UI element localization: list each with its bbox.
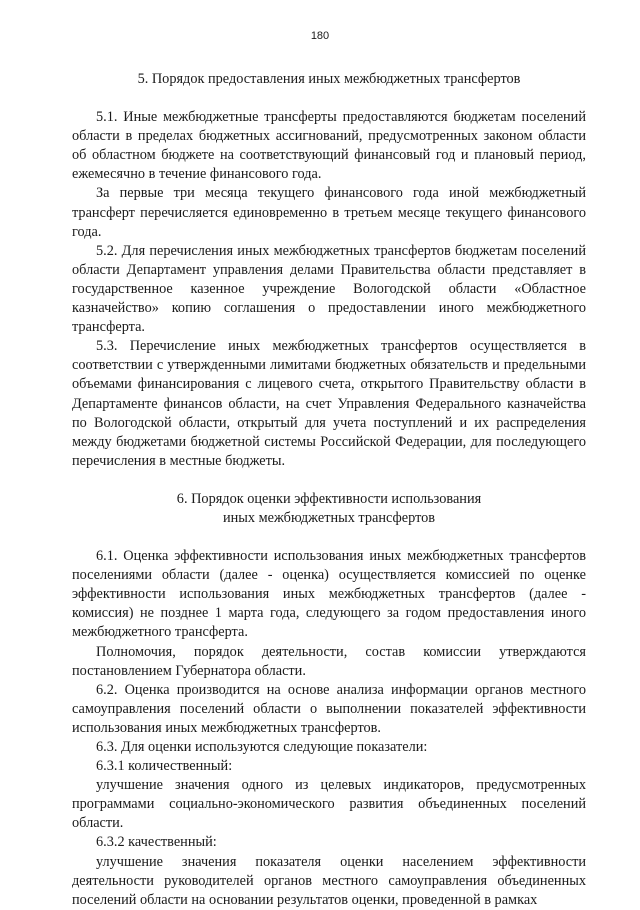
paragraph-5-3: 5.3. Перечисление иных межбюджетных трансфертов осуществляется в соответствии с утвержденными лимитами бюджетных обязательств и предельными объемами финансирования с лицевого счета, открытого Правительству области в Департаменте финансов области, на счет Управления Федерального казначейства по Вологодской области, открытый для учета поступлений и их распределения между бюджетами бюджетной системы Российской Федерации, для последующего перечисления в местные бюджеты. xyxy=(72,338,586,469)
document-body xyxy=(72,70,586,910)
paragraph-6-2: 6.2. Оценка производится на основе анализа информации органов местного самоуправления поселений области о выполнении показателей эффективности использования иных межбюджетных трансфертов. xyxy=(72,681,586,736)
paragraph-5-1: 5.1. Иные межбюджетные трансферты предоставляются бюджетам поселений области в пределах бюджетных ассигнований, предусмотренных законом области об областном бюджете на соответствующий финансовый год и плановый период, ежемесячно в течение финансового года. xyxy=(72,109,586,183)
paragraph-5-1-cont: За первые три месяца текущего финансового года иной межбюджетный трансферт перечисляется единовременно в третьем месяце текущего финансового года. xyxy=(72,185,586,240)
page-number: 180 xyxy=(310,30,330,42)
section-5-title: 5. Порядок предоставления иных межбюджетных трансфертов xyxy=(137,71,521,87)
paragraph-6-1-cont: Полномочия, порядок деятельности, состав комиссии утверждаются постановлением Губернатора области. xyxy=(72,643,586,679)
paragraph-5-2: 5.2. Для перечисления иных межбюджетных трансфертов бюджетам поселений области Департамент управления делами Правительства области представляет в государственное казенное учреждение Вологодской области «Областное казначейство» копию соглашения о предоставлении иного межбюджетного трансферта. xyxy=(72,242,586,336)
paragraph-6-3-1: 6.3.1 количественный: xyxy=(96,758,233,775)
paragraph-6-3-1-text: улучшение значения одного из целевых индикаторов, предусмотренных программами социально-экономического развития объединенных поселений области. xyxy=(72,777,586,832)
section-6-title xyxy=(72,490,586,528)
paragraph-6-1: 6.1. Оценка эффективности использования иных межбюджетных трансфертов поселениями области (далее - оценка) осуществляется комиссией по оценке эффективности использования иных межбюджетных трансфертов (далее - комиссия) не позднее 1 марта года, следующего за годом предоставления иного межбюджетного трансферта. xyxy=(72,548,586,641)
section-6-title-line-2: иных межбюджетных трансфертов xyxy=(222,509,436,526)
paragraph-6-3: 6.3. Для оценки используются следующие показатели: xyxy=(96,739,428,755)
section-6-title-line-1: 6. Порядок оценки эффективности использования xyxy=(176,490,482,507)
paragraph-6-3-2-text: улучшение значения показателя оценки населением эффективности деятельности руководителей органов местного самоуправления объединенных поселений области на основании результатов оценки, проведенной в рамках xyxy=(72,853,586,908)
paragraph-6-3-2: 6.3.2 качественный: xyxy=(96,834,217,851)
